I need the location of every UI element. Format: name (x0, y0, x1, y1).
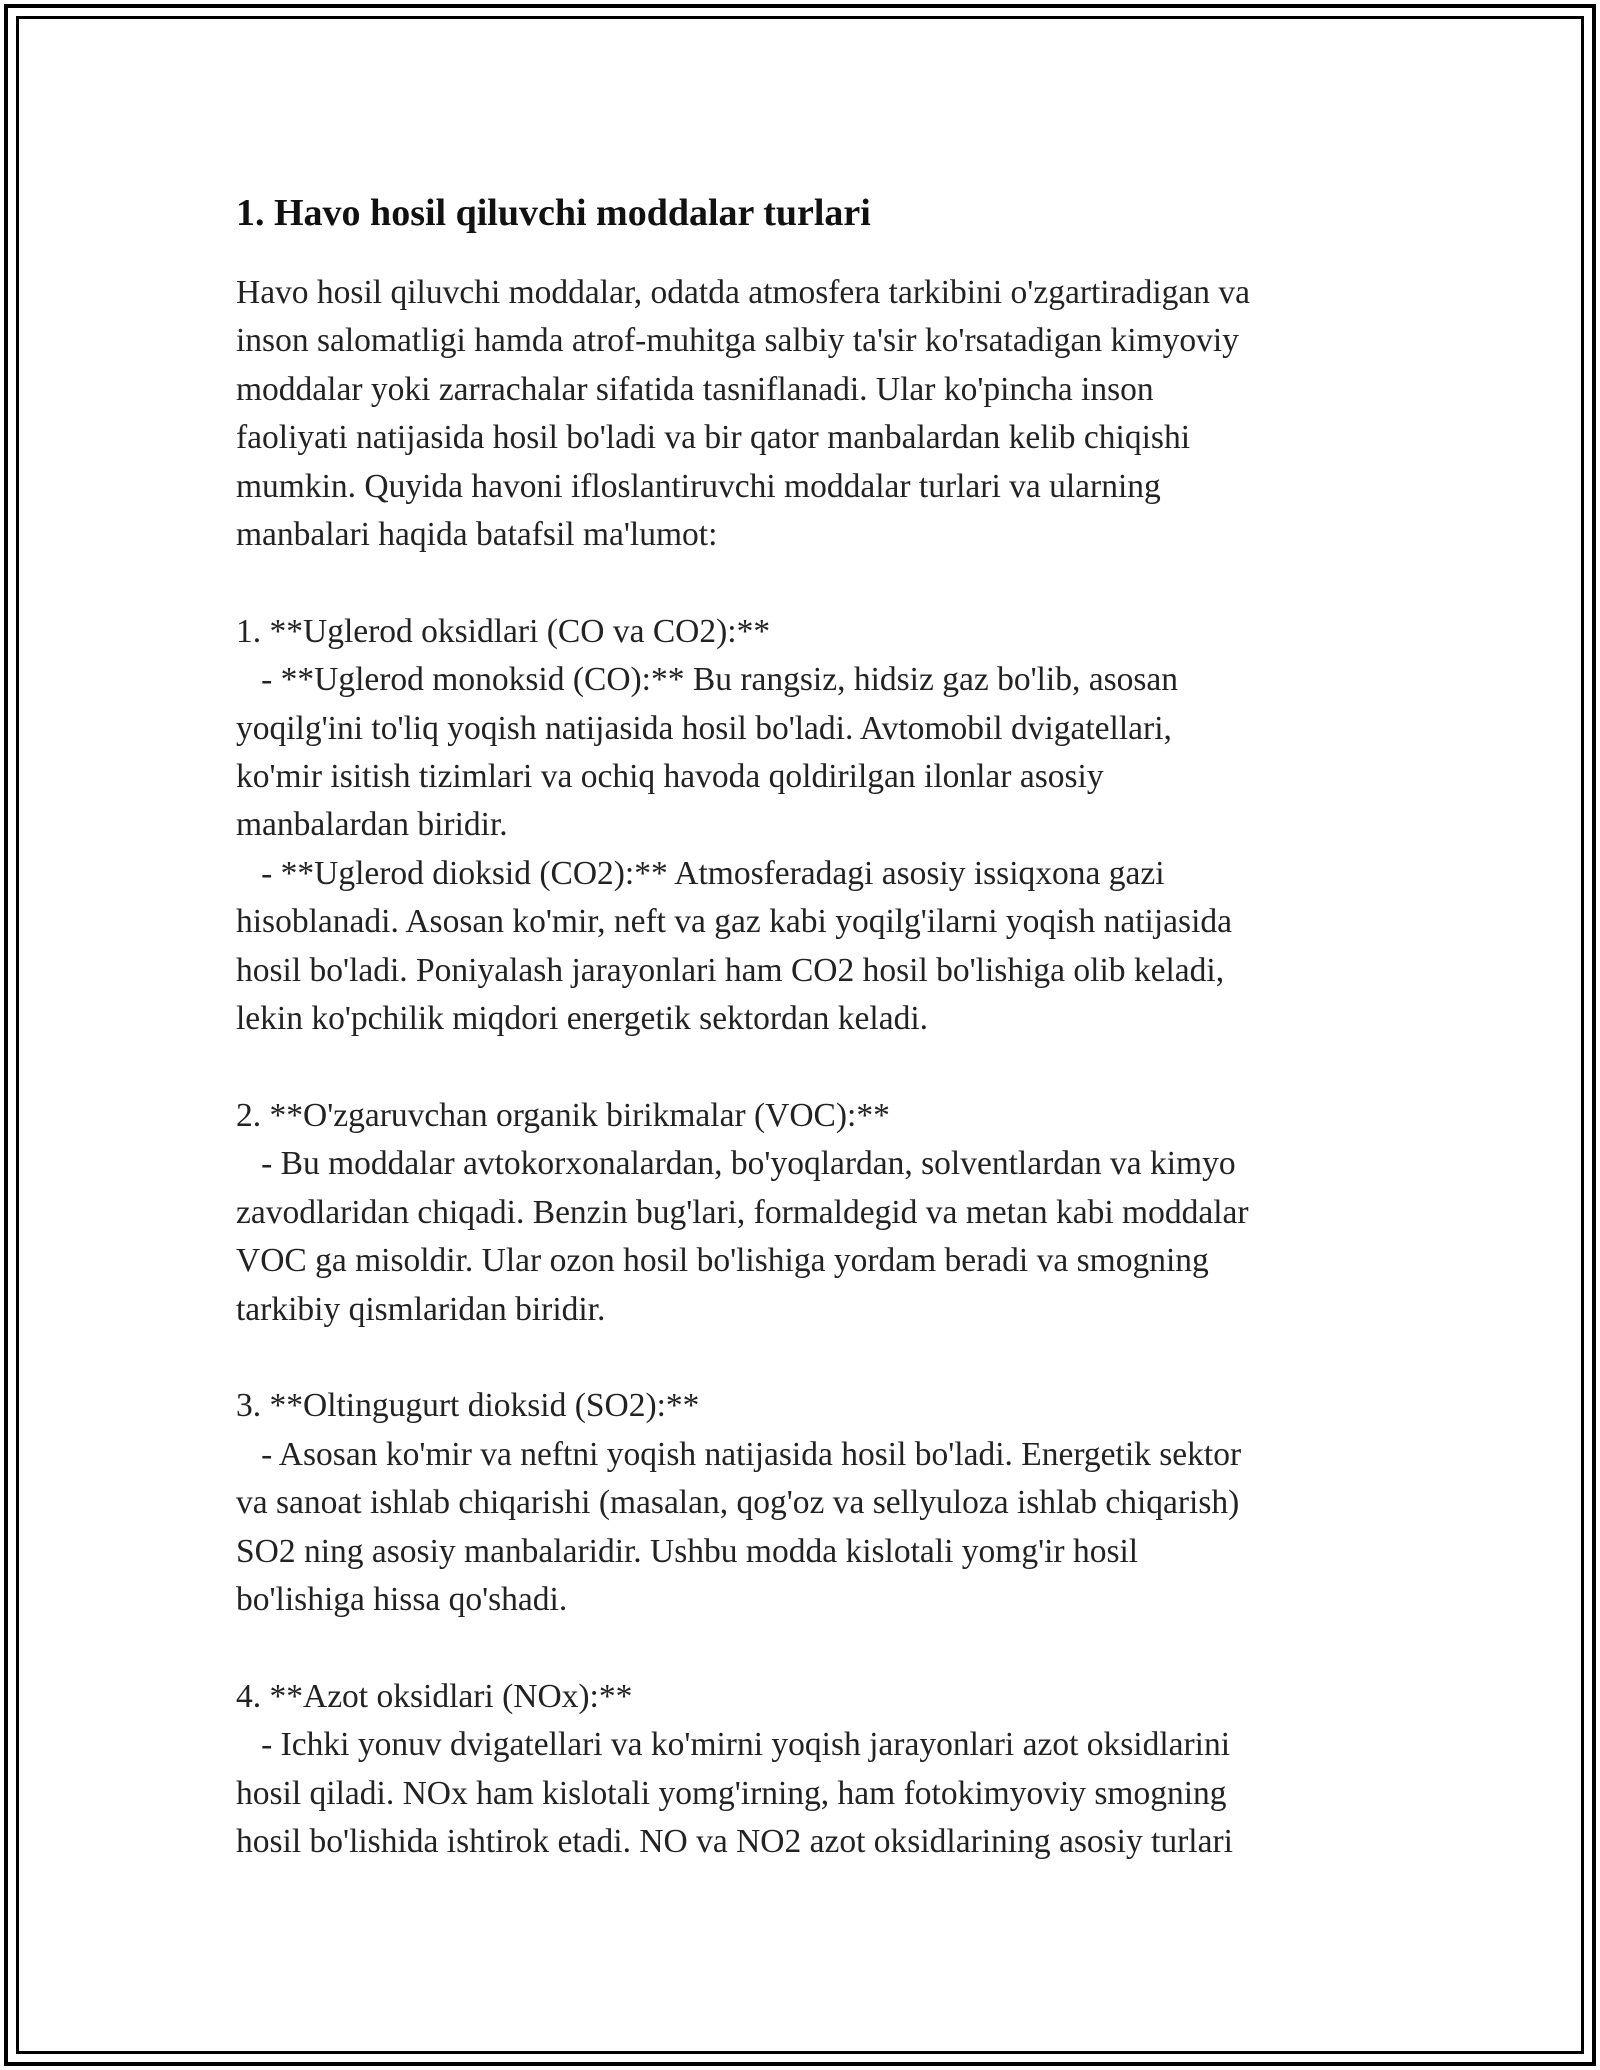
document-page (236, 185, 1356, 1866)
document-body: Havo hosil qiluvchi moddalar, odatda atmosfera tarkibini o'zgartiradigan va inson salomatligi hamda atrof-muhitga salbiy ta'sir ko'rsatadigan kimyoviy moddalar yoki zarrachalar sifatida tasniflanadi. Ular ko'pincha inson faoliyati natijasida hosil bo'ladi va bir qator manbalardan kelib chiqishi mumkin. Quyida havoni ifloslantiruvchi moddalar turlari va ularning manbalari haqida batafsil ma'lumot: 1. **Uglerod oksidlari (CO va CO2):** - **Uglerod monoksid (CO):** Bu rangsiz, hidsiz gaz bo'lib, asosan yoqilg'ini to'liq yoqish natijasida hosil bo'ladi. Avtomobil dvigatellari, ko'mir isitish tizimlari va ochiq havoda qoldirilgan ilonlar asosiy manbalardan biridir. - **Uglerod dioksid (CO2):** Atmosferadagi asosiy issiqxona gazi hisoblanadi. Asosan ko'mir, neft va gaz kabi yoqilg'ilarni yoqish natijasida hosil bo'ladi. Poniyalash jarayonlari ham CO2 hosil bo'lishiga olib keladi, lekin ko'pchilik miqdori energetik sektordan keladi. 2. **O'zgaruvchan organik birikmalar (VOC):** - Bu moddalar avtokorxonalardan, bo'yoqlardan, solventlardan va kimyo zavodlaridan chiqadi. Benzin bug'lari, formaldegid va metan kabi moddalar VOC ga misoldir. Ular ozon hosil bo'lishiga yordam beradi va smogning tarkibiy qismlaridan biridir. 3. **Oltingugurt dioksid (SO2):** - Asosan ko'mir va neftni yoqish natijasida hosil bo'ladi. Energetik sektor va sanoat ishlab chiqarishi (masalan, qog'oz va sellyuloza ishlab chiqarish) SO2 ning asosiy manbalaridir. Ushbu modda kislotali yomg'ir hosil bo'lishiga hissa qo'shadi. 4. **Azot oksidlari (NOx):** - Ichki yonuv dvigatellari va ko'mirni yoqish jarayonlari azot oksidlarini hosil qiladi. NOx ham kislotali yomg'irning, ham fotokimyoviy smogning hosil bo'lishida ishtirok etadi. NO va NO2 azot oksidlarining asosiy turlari (236, 274, 1251, 1860)
document-title: 1. Havo hosil qiluvchi moddalar turlari (236, 192, 871, 234)
